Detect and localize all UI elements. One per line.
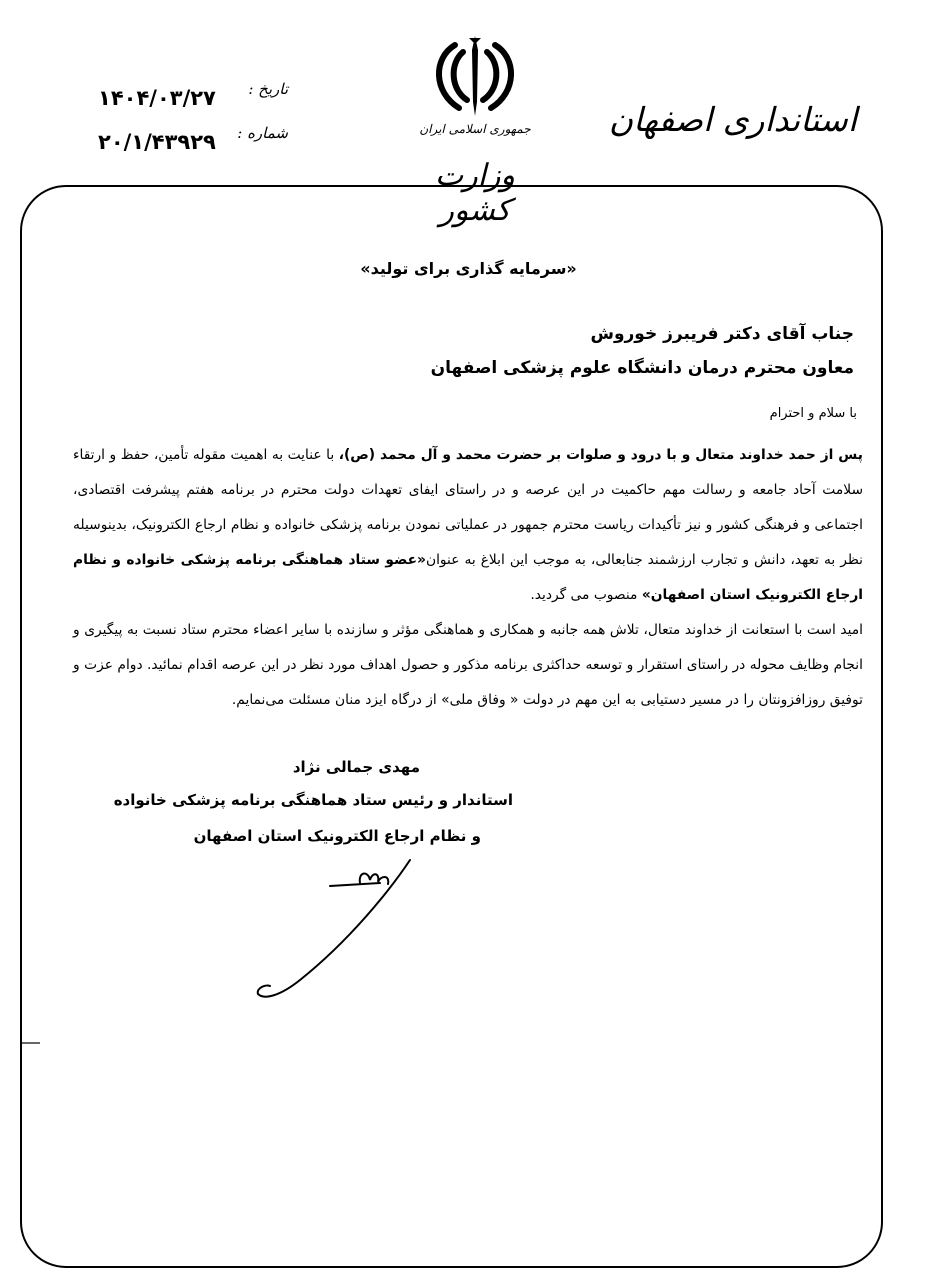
number-label: شماره : (237, 124, 288, 142)
number-value: ۲۰/۱/۴۳۹۲۹ (98, 130, 216, 154)
date-row (98, 80, 288, 122)
greeting: با سلام و احترام (769, 406, 857, 421)
governor-title: استانداری اصفهان (608, 100, 857, 139)
iran-emblem-icon (425, 30, 525, 120)
letter-body (73, 438, 863, 718)
appointment-title: «عضو ستاد هماهنگی برنامه پزشکی خانواده و نظام ارجاع الکترونیک استان اصفهان» (73, 552, 863, 603)
date-value: ۱۴۰۴/۰۳/۲۷ (98, 86, 216, 110)
signer-title-line2: و نظام ارجاع الکترونیک استان اصفهان (193, 827, 481, 845)
signer-name: مهدی جمالی نژاد (292, 758, 420, 776)
recipient-title: معاون محترم درمان دانشگاه علوم پزشکی اصفهان (430, 358, 854, 378)
signer-title-line1: استاندار و رئیس ستاد هماهنگی برنامه پزشکی خانواده (113, 791, 513, 809)
handwritten-signature (240, 850, 440, 1010)
paragraph-1-end: منصوب می گردید. (530, 587, 642, 603)
paragraph-2: امید است با استعانت از خداوند متعال، تلاش همه جانبه و همکاری و هماهنگی مؤثر و سازنده با سایر اعضاء محترم ستاد نسبت به پیگیری و انجام وظایف محوله در راستای استقرار و توسعه حداکثری برنامه مذکور و حصول اهداف مورد نظر در این عرصه اقدام نمائید. دوام عزت و توفیق روزافزونتان را در مسیر دستیابی به این مهم در دولت « وفاق ملی» از درگاه ایزد منان مسئلت می‌نمایم. (73, 622, 863, 708)
opening-praise: پس از حمد خداوند متعال و با درود و صلوات بر حضرت محمد و آل محمد (ص)، (338, 447, 863, 463)
paragraph-1-text: با عنایت به اهمیت مقوله تأمین، حفظ و ارتقاء سلامت آحاد جامعه و رسالت مهم حاکمیت در این عرصه و در راستای ایفای تعهدات دولت محترم در برنامه هفتم پیشرفت اقتصادی، اجتماعی و فرهنگی کشور و نیز تأکیدات ریاست محترم جمهور در عملیاتی نمودن برنامه پزشکی خانواده و نظام ارجاع الکترونیک، بدینوسیله نظر به تعهد، دانش و تجارب ارزشمند جنابعالی، به موجب این ابلاغ به عنوان (73, 447, 864, 568)
recipient-name: جناب آقای دکتر فریبرز خوروش (590, 324, 854, 344)
letter-subject: «سرمایه گذاری برای تولید» (360, 259, 577, 278)
number-row (98, 124, 288, 166)
ministry-text: وزارت کشور (434, 158, 516, 228)
paragraph-1 (73, 438, 863, 613)
letter-meta (98, 80, 288, 166)
letterhead-center (410, 30, 540, 228)
date-label: تاریخ : (248, 80, 288, 98)
page-edge-mark (22, 1042, 40, 1044)
republic-text: جمهوری اسلامی ایران (419, 122, 531, 136)
letter-frame (20, 185, 883, 1268)
